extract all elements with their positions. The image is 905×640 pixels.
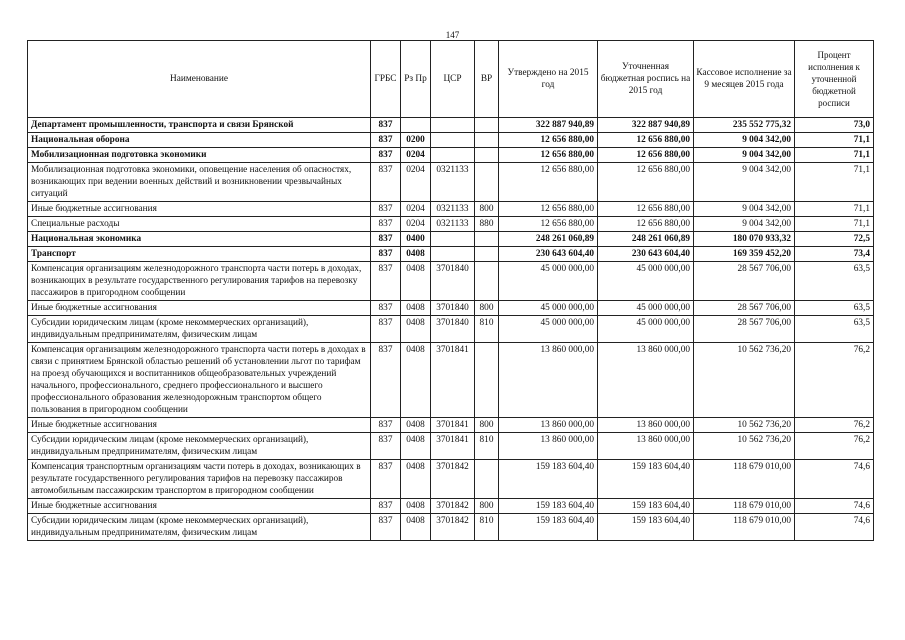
cell-approved: 12 656 880,00 (499, 148, 598, 163)
cell-cash: 28 567 706,00 (694, 316, 795, 343)
table-row (28, 301, 874, 316)
table-row (28, 217, 874, 232)
cell-cash: 118 679 010,00 (694, 460, 795, 499)
cell-vr: 880 (475, 217, 499, 232)
cell-grbs: 837 (371, 499, 401, 514)
cell-name: Компенсация организациям железнодорожного транспорта части потерь в доходах в связи с принятием Брянской областью решений об установлении льгот по тарифам на проезд обучающихся и воспитанников общеобразовательных учреждений начального, профессионального, среднего профессионального и высшего профессионального образования железнодорожным транспортом общего пользования в пригородном сообщении (28, 343, 371, 418)
cell-percent: 63,5 (795, 262, 874, 301)
cell-grbs: 837 (371, 460, 401, 499)
header-name: Наименование (28, 41, 371, 118)
table-row (28, 499, 874, 514)
budget-table (27, 40, 874, 541)
cell-refined: 159 183 604,40 (598, 460, 694, 499)
table-row (28, 343, 874, 418)
cell-percent: 71,1 (795, 202, 874, 217)
cell-csr: 0321133 (431, 202, 475, 217)
cell-approved: 159 183 604,40 (499, 460, 598, 499)
cell-name: Иные бюджетные ассигнования (28, 301, 371, 316)
table-row (28, 148, 874, 163)
cell-refined: 12 656 880,00 (598, 217, 694, 232)
cell-cash: 9 004 342,00 (694, 163, 795, 202)
table-row (28, 316, 874, 343)
cell-grbs: 837 (371, 301, 401, 316)
cell-rzpr: 0204 (401, 217, 431, 232)
cell-vr (475, 460, 499, 499)
cell-name: Мобилизационная подготовка экономики, оповещение населения об опасностях, возникающих при ведении военных действий и возникновении чрезвычайных ситуаций (28, 163, 371, 202)
cell-csr (431, 232, 475, 247)
cell-percent: 74,6 (795, 499, 874, 514)
cell-csr (431, 133, 475, 148)
header-approved: Утверждено на 2015 год (499, 41, 598, 118)
cell-refined: 13 860 000,00 (598, 343, 694, 418)
page-number: 147 (445, 30, 460, 40)
cell-csr: 3701841 (431, 418, 475, 433)
table-row (28, 514, 874, 541)
header-rzpr: Рз Пр (401, 41, 431, 118)
cell-name: Департамент промышленности, транспорта и связи Брянской (28, 118, 371, 133)
cell-percent: 71,1 (795, 133, 874, 148)
cell-name: Иные бюджетные ассигнования (28, 499, 371, 514)
cell-refined: 12 656 880,00 (598, 148, 694, 163)
cell-name: Субсидии юридическим лицам (кроме некоммерческих организаций), индивидуальным предпринимателям, физическим лицам (28, 433, 371, 460)
cell-rzpr (401, 118, 431, 133)
cell-approved: 45 000 000,00 (499, 262, 598, 301)
cell-percent: 71,1 (795, 217, 874, 232)
cell-csr (431, 118, 475, 133)
cell-approved: 13 860 000,00 (499, 343, 598, 418)
cell-cash: 10 562 736,20 (694, 433, 795, 460)
cell-vr: 800 (475, 499, 499, 514)
cell-percent: 73,4 (795, 247, 874, 262)
cell-cash: 28 567 706,00 (694, 262, 795, 301)
cell-cash: 9 004 342,00 (694, 133, 795, 148)
cell-percent: 76,2 (795, 418, 874, 433)
cell-approved: 12 656 880,00 (499, 202, 598, 217)
cell-cash: 10 562 736,20 (694, 418, 795, 433)
cell-rzpr: 0408 (401, 460, 431, 499)
cell-refined: 45 000 000,00 (598, 262, 694, 301)
table-row (28, 202, 874, 217)
cell-percent: 76,2 (795, 343, 874, 418)
cell-cash: 10 562 736,20 (694, 343, 795, 418)
cell-grbs: 837 (371, 433, 401, 460)
cell-csr: 3701840 (431, 262, 475, 301)
cell-refined: 12 656 880,00 (598, 133, 694, 148)
cell-csr: 3701841 (431, 433, 475, 460)
cell-grbs: 837 (371, 514, 401, 541)
cell-grbs: 837 (371, 217, 401, 232)
cell-refined: 45 000 000,00 (598, 316, 694, 343)
cell-csr: 3701841 (431, 343, 475, 418)
header-refined: Уточненная бюджетная роспись на 2015 год (598, 41, 694, 118)
cell-approved: 13 860 000,00 (499, 433, 598, 460)
cell-refined: 12 656 880,00 (598, 163, 694, 202)
table-row (28, 460, 874, 499)
cell-rzpr: 0408 (401, 301, 431, 316)
cell-refined: 12 656 880,00 (598, 202, 694, 217)
table-row (28, 433, 874, 460)
cell-vr: 810 (475, 433, 499, 460)
cell-approved: 12 656 880,00 (499, 163, 598, 202)
cell-name: Национальная оборона (28, 133, 371, 148)
table-row (28, 163, 874, 202)
cell-name: Транспорт (28, 247, 371, 262)
cell-vr (475, 247, 499, 262)
cell-percent: 74,6 (795, 460, 874, 499)
cell-cash: 118 679 010,00 (694, 499, 795, 514)
cell-refined: 159 183 604,40 (598, 514, 694, 541)
cell-refined: 322 887 940,89 (598, 118, 694, 133)
cell-approved: 12 656 880,00 (499, 133, 598, 148)
cell-approved: 248 261 060,89 (499, 232, 598, 247)
cell-vr (475, 262, 499, 301)
table-row (28, 262, 874, 301)
table-row (28, 418, 874, 433)
cell-percent: 73,0 (795, 118, 874, 133)
cell-name: Национальная экономика (28, 232, 371, 247)
cell-approved: 12 656 880,00 (499, 217, 598, 232)
cell-rzpr: 0408 (401, 514, 431, 541)
cell-vr: 800 (475, 301, 499, 316)
cell-rzpr: 0408 (401, 316, 431, 343)
table-row (28, 232, 874, 247)
cell-csr: 0321133 (431, 163, 475, 202)
cell-refined: 230 643 604,40 (598, 247, 694, 262)
cell-vr (475, 133, 499, 148)
cell-csr (431, 247, 475, 262)
cell-approved: 159 183 604,40 (499, 514, 598, 541)
cell-rzpr: 0204 (401, 202, 431, 217)
cell-rzpr: 0408 (401, 433, 431, 460)
cell-cash: 235 552 775,32 (694, 118, 795, 133)
cell-rzpr: 0408 (401, 499, 431, 514)
cell-vr: 810 (475, 316, 499, 343)
cell-refined: 159 183 604,40 (598, 499, 694, 514)
cell-rzpr: 0408 (401, 247, 431, 262)
cell-cash: 169 359 452,20 (694, 247, 795, 262)
cell-vr (475, 148, 499, 163)
cell-cash: 28 567 706,00 (694, 301, 795, 316)
cell-percent: 71,1 (795, 163, 874, 202)
cell-vr: 810 (475, 514, 499, 541)
cell-percent: 74,6 (795, 514, 874, 541)
cell-name: Мобилизационная подготовка экономики (28, 148, 371, 163)
cell-csr (431, 148, 475, 163)
cell-grbs: 837 (371, 418, 401, 433)
cell-vr (475, 163, 499, 202)
cell-approved: 45 000 000,00 (499, 301, 598, 316)
cell-percent: 63,5 (795, 301, 874, 316)
table-row (28, 133, 874, 148)
cell-refined: 45 000 000,00 (598, 301, 694, 316)
header-vr: ВР (475, 41, 499, 118)
cell-refined: 13 860 000,00 (598, 418, 694, 433)
header-cash: Кассовое исполнение за 9 месяцев 2015 года (694, 41, 795, 118)
cell-percent: 71,1 (795, 148, 874, 163)
cell-vr (475, 232, 499, 247)
cell-grbs: 837 (371, 118, 401, 133)
cell-grbs: 837 (371, 163, 401, 202)
cell-approved: 45 000 000,00 (499, 316, 598, 343)
cell-cash: 118 679 010,00 (694, 514, 795, 541)
cell-cash: 180 070 933,32 (694, 232, 795, 247)
cell-grbs: 837 (371, 133, 401, 148)
cell-approved: 13 860 000,00 (499, 418, 598, 433)
cell-approved: 230 643 604,40 (499, 247, 598, 262)
cell-percent: 76,2 (795, 433, 874, 460)
cell-csr: 3701840 (431, 301, 475, 316)
cell-csr: 3701842 (431, 499, 475, 514)
cell-grbs: 837 (371, 343, 401, 418)
header-csr: ЦСР (431, 41, 475, 118)
header-percent: Процент исполнения к уточненной бюджетной росписи (795, 41, 874, 118)
cell-name: Субсидии юридическим лицам (кроме некоммерческих организаций), индивидуальным предпринимателям, физическим лицам (28, 316, 371, 343)
cell-rzpr: 0204 (401, 163, 431, 202)
cell-approved: 322 887 940,89 (499, 118, 598, 133)
cell-csr: 0321133 (431, 217, 475, 232)
cell-rzpr: 0400 (401, 232, 431, 247)
cell-csr: 3701840 (431, 316, 475, 343)
cell-vr: 800 (475, 202, 499, 217)
cell-name: Специальные расходы (28, 217, 371, 232)
cell-grbs: 837 (371, 247, 401, 262)
cell-name: Компенсация организациям железнодорожного транспорта части потерь в доходах, возникающих в результате государственного регулирования тарифов на перевозку пассажиров в пригородном сообщении (28, 262, 371, 301)
cell-csr: 3701842 (431, 514, 475, 541)
cell-grbs: 837 (371, 262, 401, 301)
table-body (28, 118, 874, 541)
cell-cash: 9 004 342,00 (694, 202, 795, 217)
cell-cash: 9 004 342,00 (694, 217, 795, 232)
cell-vr (475, 343, 499, 418)
cell-rzpr: 0408 (401, 343, 431, 418)
cell-approved: 159 183 604,40 (499, 499, 598, 514)
cell-percent: 72,5 (795, 232, 874, 247)
cell-refined: 248 261 060,89 (598, 232, 694, 247)
cell-rzpr: 0408 (401, 262, 431, 301)
table-header-row (28, 41, 874, 118)
cell-grbs: 837 (371, 316, 401, 343)
cell-grbs: 837 (371, 148, 401, 163)
cell-cash: 9 004 342,00 (694, 148, 795, 163)
cell-rzpr: 0204 (401, 148, 431, 163)
cell-rzpr: 0200 (401, 133, 431, 148)
cell-grbs: 837 (371, 202, 401, 217)
cell-name: Компенсация транспортным организациям части потерь в доходах, возникающих в результате государственного регулирования тарифов на перевозку пассажиров автомобильным пассажирским транспортом в пригородном сообщении (28, 460, 371, 499)
cell-rzpr: 0408 (401, 418, 431, 433)
table-row (28, 118, 874, 133)
cell-vr (475, 118, 499, 133)
cell-refined: 13 860 000,00 (598, 433, 694, 460)
table-row (28, 247, 874, 262)
cell-percent: 63,5 (795, 316, 874, 343)
cell-name: Иные бюджетные ассигнования (28, 202, 371, 217)
cell-csr: 3701842 (431, 460, 475, 499)
cell-name: Субсидии юридическим лицам (кроме некоммерческих организаций), индивидуальным предпринимателям, физическим лицам (28, 514, 371, 541)
cell-vr: 800 (475, 418, 499, 433)
header-grbs: ГРБС (371, 41, 401, 118)
cell-grbs: 837 (371, 232, 401, 247)
cell-name: Иные бюджетные ассигнования (28, 418, 371, 433)
